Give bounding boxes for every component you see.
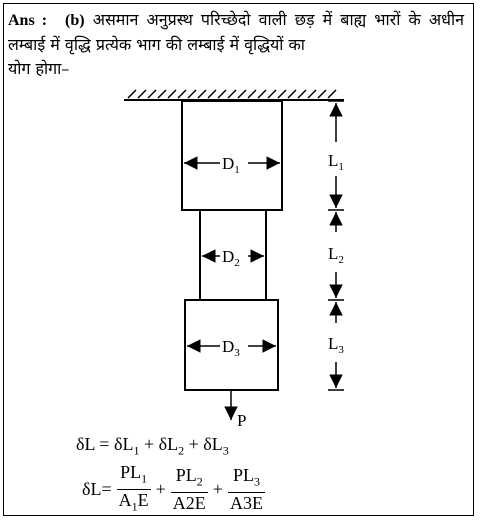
d3-label: $D_3$: [222, 337, 240, 359]
equation-1: $\delta L = \delta L_1 + \delta L_2 + \delta L_3$: [76, 434, 229, 458]
fraction-2: $\frac{PL_2}{A2E}$: [172, 465, 206, 513]
load-label: P: [237, 411, 247, 430]
equation-2: δL= $\frac{PL_1}{A_1E}$ + $\frac{PL_2}{A2E}$ + $\frac{PL_3}{A3E}$: [79, 462, 267, 516]
d2-label: $D_2$: [222, 247, 240, 269]
answer-lead: Ans :: [8, 12, 48, 29]
answer-line-2: के अधीन लम्बाई में वृद्धि प्रत्येक भाग की लम्बाई में वृद्धियों का: [8, 10, 464, 54]
answer-line-1: असमान अनुप्रस्थ परिच्छेदो वाली छड़ में बाह्य भारों: [92, 10, 401, 29]
answer-option: (b): [65, 12, 85, 29]
l3-label: $L_3$: [328, 334, 344, 356]
d1-label: $D_1$: [222, 154, 240, 176]
answer-line-3: योग होगा–: [8, 59, 70, 78]
l2-label: $L_2$: [328, 244, 344, 266]
fixed-support: [124, 90, 344, 100]
fraction-1: $\frac{PL_1}{A_1E}$: [118, 462, 149, 514]
l1-label: $L_1$: [328, 151, 344, 173]
fraction-3: $\frac{PL_3}{A3E}$: [229, 465, 263, 513]
